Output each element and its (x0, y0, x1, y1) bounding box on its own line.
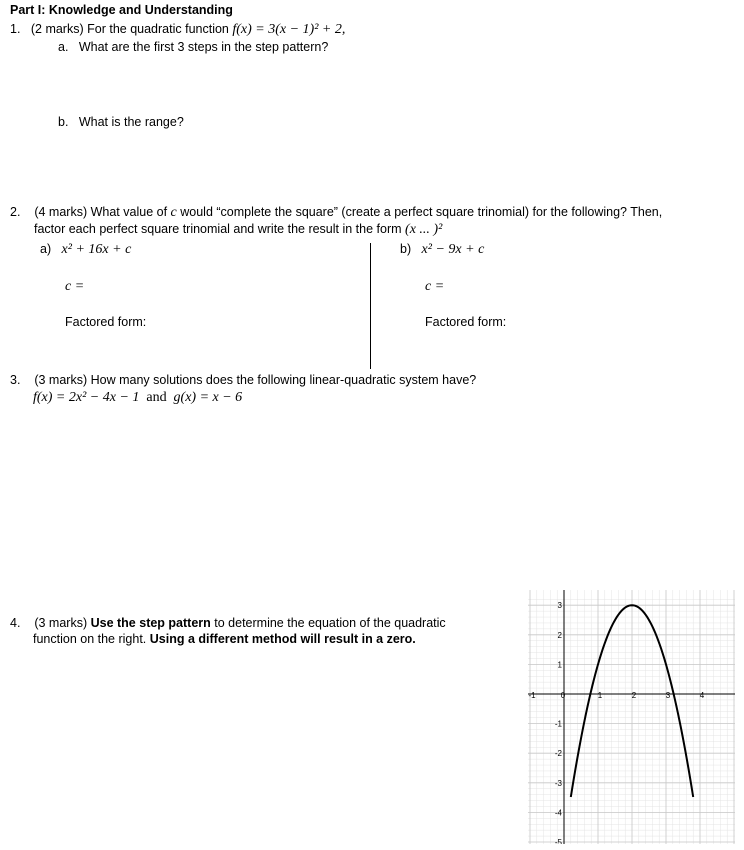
quadratic-graph (528, 590, 735, 844)
q2-var-c: c (170, 205, 177, 220)
q2a (40, 242, 131, 258)
x-tick-label: 3 (665, 691, 671, 700)
q2-text-b: would “complete the square” (create a perfect square trinomial) for the following? Then, (180, 205, 663, 219)
q1a-text: What are the first 3 steps in the step pattern? (78, 40, 329, 54)
q1-marks: (2 marks) (30, 22, 84, 36)
y-tick-label: 2 (557, 630, 562, 640)
q1a-label: a. (58, 40, 69, 54)
q2-number: 2. (10, 205, 21, 219)
x-tick-label: -1 (528, 691, 536, 700)
y-tick-label: -4 (554, 808, 562, 818)
y-tick-label: -1 (554, 719, 562, 729)
q2a-c-equals: c = (65, 279, 85, 294)
q1-function: f(x) = 3(x − 1)² + 2, (232, 22, 346, 37)
q2-text-a: What value of (90, 205, 168, 219)
q2b-label: b) (400, 242, 412, 256)
axes (528, 590, 735, 844)
q3-number: 3. (10, 373, 21, 387)
q4-number: 4. (10, 616, 21, 630)
q2a-factored-label: Factored form: (65, 315, 147, 329)
q4-text1: to determine the equation of the quadratic (214, 616, 446, 630)
q3-marks: (3 marks) (34, 373, 88, 387)
q3-f-expression: f(x) = 2x² − 4x − 1 (33, 390, 140, 405)
q3-text: How many solutions does the following linear-quadratic system have? (90, 373, 477, 387)
grid-major-lines (528, 590, 735, 844)
q2-text-line2: factor each perfect square trinomial and write the result in the form (34, 222, 402, 236)
q2-column-divider (370, 243, 371, 369)
q1-number: 1. (10, 22, 21, 36)
x-tick-label: 2 (631, 691, 637, 700)
q2-prompt-line2 (34, 222, 442, 238)
q4-text2: function on the right. (33, 632, 147, 646)
y-tick-label: -5 (554, 838, 562, 844)
x-tick-label: 1 (597, 691, 603, 700)
grid-minor-lines (528, 590, 735, 844)
q4-bold-step-pattern: Use the step pattern (90, 616, 211, 630)
q1b (58, 115, 184, 129)
q1-prompt (10, 22, 345, 38)
part-title: Part I: Knowledge and Understanding (10, 3, 233, 17)
y-tick-label: 1 (557, 660, 562, 670)
q2a-label: a) (40, 242, 52, 256)
q4-prompt-line2 (33, 632, 416, 646)
q4-bold-warning: Using a different method will result in a zero. (149, 632, 416, 646)
q3-and: and (146, 390, 167, 405)
q2b-c-equals: c = (425, 279, 445, 294)
y-tick-label: 3 (557, 601, 562, 611)
q3-system (33, 390, 242, 406)
q3-prompt (10, 373, 476, 387)
y-tick-label: -3 (554, 778, 562, 788)
q2-marks: (4 marks) (34, 205, 88, 219)
q4-prompt-line1 (10, 616, 446, 630)
tick-labels (528, 601, 704, 844)
q1a (58, 40, 328, 54)
q3-g-expression: g(x) = x − 6 (173, 390, 243, 405)
q4-marks: (3 marks) (34, 616, 88, 630)
q1-text: For the quadratic function (87, 22, 229, 36)
q2-form: (x ... )² (405, 222, 443, 237)
q1b-label: b. (58, 115, 69, 129)
q2a-expression: x² + 16x + c (61, 242, 132, 257)
x-tick-label: 0 (560, 691, 566, 700)
y-tick-label: -2 (554, 749, 562, 759)
q2b-factored-label: Factored form: (425, 315, 507, 329)
q1b-text: What is the range? (78, 115, 184, 129)
x-tick-label: 4 (699, 691, 705, 700)
q2b-expression: x² − 9x + c (421, 242, 485, 257)
q2b (400, 242, 484, 258)
q2-prompt-line1 (10, 205, 662, 221)
